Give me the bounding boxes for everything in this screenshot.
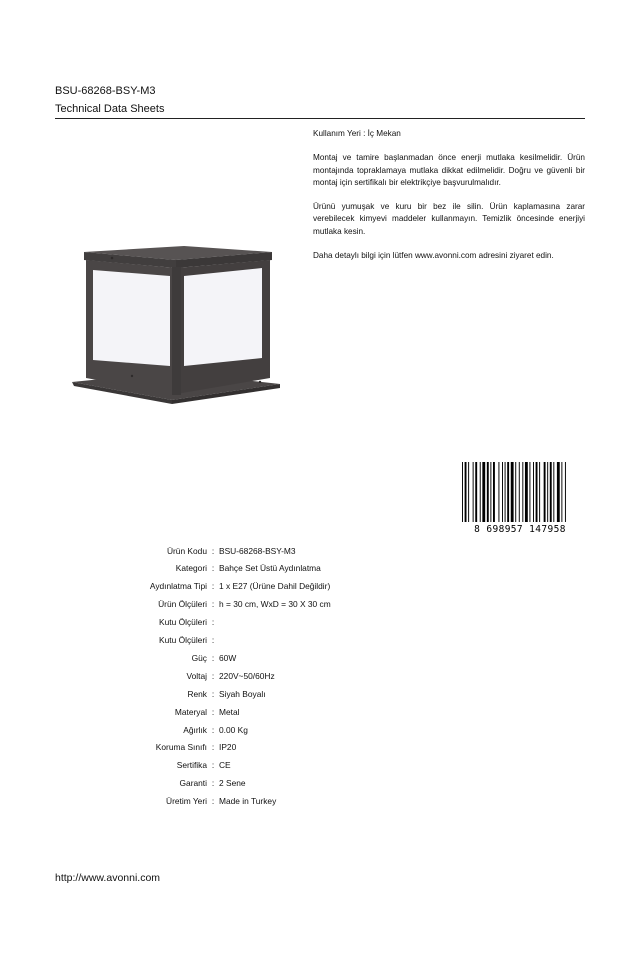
footer-url[interactable]: http://www.avonni.com <box>55 872 161 884</box>
spec-label: Ürün Ölçüleri <box>158 599 207 610</box>
barcode-bar <box>565 462 566 522</box>
info-text-block <box>313 128 585 274</box>
spec-label: Kutu Ölçüleri <box>159 635 207 645</box>
spec-separator: : <box>211 617 215 628</box>
barcode-bar <box>550 462 552 522</box>
spec-separator: : <box>211 778 215 789</box>
spec-row <box>80 649 500 666</box>
spec-separator: : <box>211 599 215 610</box>
spec-separator: : <box>211 724 215 735</box>
spec-value: 0.00 Kg <box>219 724 248 735</box>
spec-row <box>80 632 500 649</box>
barcode-bar <box>519 462 520 522</box>
spec-row <box>80 775 500 792</box>
spec-row <box>80 757 500 774</box>
installation-warning: Montaj ve tamire başlanmadan önce enerji mutlaka kesilmelidir. Ürün montajında topraklamaya mutlaka dikkat edilmelidir. Doğru ve güvenli bir montaj için sertifikalı bir elektrikçiye başvurulmalıdır. <box>313 153 585 187</box>
spec-separator: : <box>211 545 215 556</box>
barcode-bar <box>468 462 469 522</box>
barcode-bar <box>462 462 463 522</box>
spec-separator: : <box>211 635 215 645</box>
spec-separator: : <box>211 760 215 771</box>
spec-row <box>80 703 500 720</box>
spec-label: Materyal <box>174 706 207 717</box>
spec-label: Sertifika <box>176 760 207 771</box>
spec-row <box>80 596 500 613</box>
spec-separator: : <box>211 706 215 717</box>
barcode-bar <box>502 462 503 522</box>
barcode-bar <box>536 462 538 522</box>
spec-row <box>80 739 500 756</box>
spec-separator: : <box>211 581 215 592</box>
spec-separator: : <box>211 670 215 681</box>
spec-label: Koruma Sınıfı <box>155 742 207 753</box>
spec-row <box>80 721 500 738</box>
barcode-bar <box>498 462 499 522</box>
barcode-bar <box>547 462 548 522</box>
document-subtitle: Technical Data Sheets <box>55 103 165 115</box>
barcode-bar <box>553 462 554 522</box>
spec-value: Metal <box>219 706 240 717</box>
spec-label: Renk <box>187 688 207 699</box>
barcode-bar <box>529 462 530 522</box>
spec-label: Güç <box>191 652 207 663</box>
spec-value: 2 Sene <box>219 778 246 789</box>
spec-row <box>80 685 500 702</box>
spec-value: 1 x E27 (Ürüne Dahil Değildir) <box>219 581 331 592</box>
spec-value: h = 30 cm, WxD = 30 X 30 cm <box>219 599 331 610</box>
website-note: Daha detaylı bilgi için lütfen www.avonni.com adresini ziyaret edin. <box>313 251 554 261</box>
spec-value: Siyah Boyalı <box>219 688 266 699</box>
spec-separator: : <box>211 652 215 663</box>
spec-label: Üretim Yeri <box>166 796 207 807</box>
spec-row <box>80 793 500 810</box>
spec-separator: : <box>211 688 215 699</box>
spec-value: 60W <box>219 652 237 663</box>
spec-label: Kutu Ölçüleri <box>159 617 207 628</box>
spec-separator: : <box>211 796 215 807</box>
spec-value: IP20 <box>219 742 237 753</box>
product-image <box>72 238 284 406</box>
barcode-bar <box>482 462 485 522</box>
barcode-bar <box>475 462 477 522</box>
spec-row <box>80 614 500 631</box>
spec-row <box>80 667 500 684</box>
header-divider <box>55 118 585 119</box>
barcode-bar <box>505 462 506 522</box>
usage-location: Kullanım Yeri : İç Mekan <box>313 129 401 138</box>
barcode-bar <box>507 462 509 522</box>
spec-value: Made in Turkey <box>219 796 277 807</box>
barcode-bar <box>465 462 467 522</box>
spec-value: BSU-68268-BSY-M3 <box>219 545 296 556</box>
barcode-bar <box>533 462 534 522</box>
spec-row <box>80 578 500 595</box>
spec-label: Voltaj <box>186 670 207 681</box>
cleaning-instructions: Ürünü yumuşak ve kuru bir bez ile silin. Ürün kaplamasına zarar verebilecek kimyevi maddeler kullanmayın. Temizlik öncesinde enerjiyi mutlaka kesin. <box>313 202 585 236</box>
spec-label: Kategori <box>175 563 207 574</box>
barcode-bar <box>539 462 540 522</box>
barcode-bar <box>544 462 546 522</box>
spec-label: Ağırlık <box>183 724 207 735</box>
product-code-title: BSU-68268-BSY-M3 <box>55 85 156 97</box>
barcode-bar <box>525 462 528 522</box>
spec-value: 220V~50/60Hz <box>219 670 275 681</box>
barcode <box>458 462 582 534</box>
spec-separator: : <box>211 563 215 574</box>
barcode-digits: 8 698957 147958 <box>474 524 566 534</box>
spec-row <box>80 560 500 577</box>
spec-row <box>80 542 500 559</box>
spec-separator: : <box>211 742 215 753</box>
spec-label: Ürün Kodu <box>166 545 207 556</box>
barcode-bar <box>561 462 562 522</box>
barcode-bar <box>493 462 495 522</box>
barcode-bar <box>473 462 474 522</box>
barcode-bar <box>522 462 523 522</box>
spec-value: CE <box>219 760 231 771</box>
spec-value: Bahçe Set Üstü Aydınlatma <box>219 563 321 574</box>
barcode-bar <box>487 462 489 522</box>
barcode-bar <box>557 462 560 522</box>
spec-label: Garanti <box>179 778 207 789</box>
barcode-bar <box>490 462 491 522</box>
barcode-bar <box>480 462 481 522</box>
barcode-bar <box>515 462 516 522</box>
spec-label: Aydınlatma Tipi <box>149 581 207 592</box>
barcode-bar <box>511 462 514 522</box>
